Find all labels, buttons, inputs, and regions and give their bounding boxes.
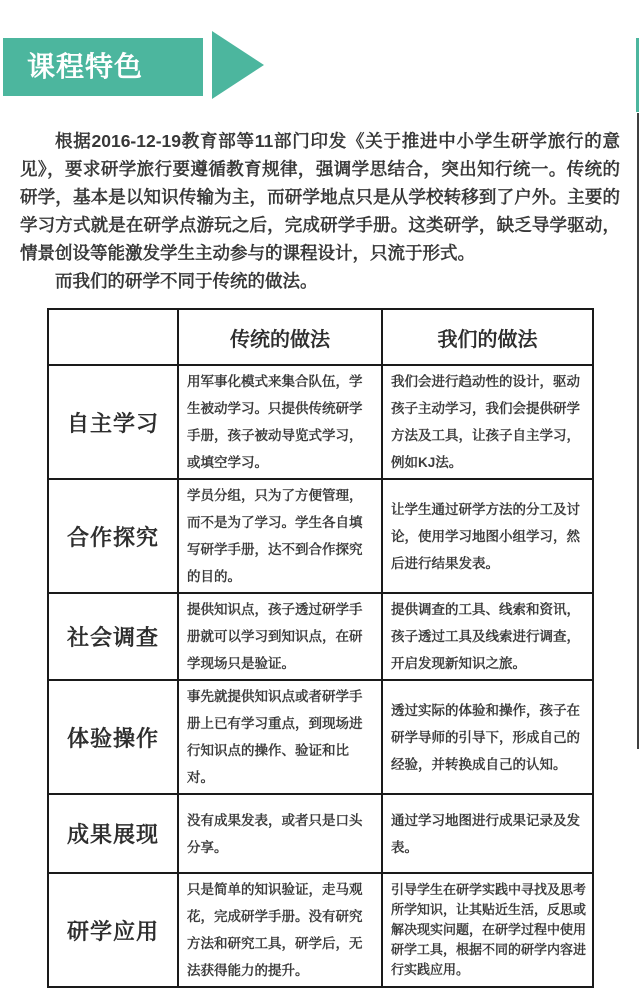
row-label: 合作探究: [48, 479, 178, 593]
right-edge-accent-line: [636, 38, 639, 112]
section-banner: [3, 38, 203, 96]
comparison-table: [47, 308, 594, 988]
row-label: 自主学习: [48, 365, 178, 479]
row-label: 成果展现: [48, 794, 178, 873]
table-row: [48, 680, 593, 794]
intro-text-block: [20, 127, 620, 295]
table-row: [48, 794, 593, 873]
ours-cell: 引导学生在研学实践中寻找及思考所学知识，让其贴近生活，反思或解决现实问题，在研学过程中使用研学工具，根据不同的研学内容进行实践应用。: [382, 873, 593, 987]
banner-arrow-icon: [212, 31, 264, 99]
table-row: [48, 479, 593, 593]
traditional-cell: 提供知识点，孩子透过研学手册就可以学习到知识点，在研学现场只是验证。: [178, 593, 382, 680]
row-label: 研学应用: [48, 873, 178, 987]
right-edge-dark-line: [637, 113, 639, 749]
table-header-traditional: 传统的做法: [178, 309, 382, 365]
ours-cell: 提供调查的工具、线索和资讯，孩子透过工具及线索进行调查，开启发现新知识之旅。: [382, 593, 593, 680]
intro-paragraph-1: 根据2016-12-19教育部等11部门印发《关于推进中小学生研学旅行的意见》，要求研学旅行要遵循教育规律，强调学思结合，突出知行统一。传统的研学，基本是以知识传输为主，而研学地点只是从学校转移到了户外。主要的学习方式就是在研学点游玩之后，完成研学手册。这类研学，缺乏导学驱动，情景创设等能激发学生主动参与的课程设计，只流于形式。: [20, 131, 620, 263]
ours-cell: 让学生通过研学方法的分工及讨论，使用学习地图小组学习，然后进行结果发表。: [382, 479, 593, 593]
traditional-cell: 用军事化模式来集合队伍，学生被动学习。只提供传统研学手册，孩子被动导览式学习，或填空学习。: [178, 365, 382, 479]
row-label: 社会调查: [48, 593, 178, 680]
ours-cell: 我们会进行趋动性的设计，驱动孩子主动学习，我们会提供研学方法及工具，让孩子自主学习，例如KJ法。: [382, 365, 593, 479]
traditional-cell: 事先就提供知识点或者研学手册上已有学习重点，到现场进行知识点的操作、验证和比对。: [178, 680, 382, 794]
section-title: 课程特色: [27, 51, 144, 82]
table-row: [48, 593, 593, 680]
ours-cell: 透过实际的体验和操作，孩子在研学导师的引导下，形成自己的经验，并转换成自己的认知。: [382, 680, 593, 794]
traditional-cell: 只是简单的知识验证，走马观花，完成研学手册。没有研究方法和研究工具，研学后，无法获得能力的提升。: [178, 873, 382, 987]
table-row: [48, 873, 593, 987]
table-header-empty: [48, 309, 178, 365]
table-header-ours: 我们的做法: [382, 309, 593, 365]
ours-cell: 通过学习地图进行成果记录及发表。: [382, 794, 593, 873]
traditional-cell: 没有成果发表，或者只是口头分享。: [178, 794, 382, 873]
table-header-row: [48, 309, 593, 365]
intro-paragraph-2: 而我们的研学不同于传统的做法。: [55, 271, 318, 291]
row-label: 体验操作: [48, 680, 178, 794]
table-row: [48, 365, 593, 479]
traditional-cell: 学员分组，只为了方便管理，而不是为了学习。学生各自填写研学手册，达不到合作探究的目的。: [178, 479, 382, 593]
